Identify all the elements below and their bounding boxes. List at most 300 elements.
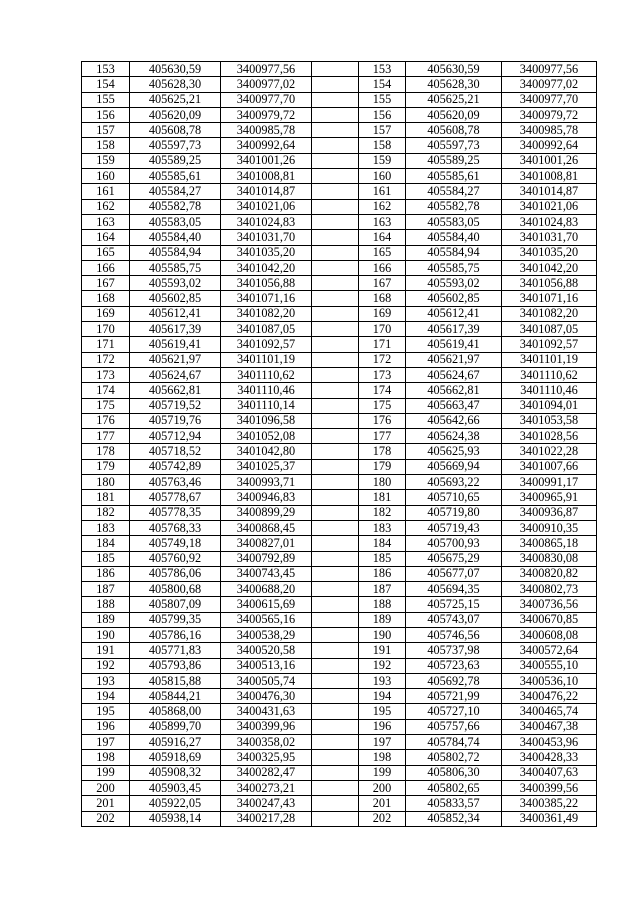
table-row [82, 77, 597, 92]
left-x-coordinate-cell: 405584,27 [130, 184, 221, 199]
left-point-number-cell: 194 [82, 689, 130, 704]
right-y-coordinate-cell: 3400536,10 [502, 673, 597, 688]
left-y-coordinate-cell: 3400282,47 [221, 765, 312, 780]
left-x-coordinate-cell: 405584,40 [130, 230, 221, 245]
left-x-coordinate-cell: 405778,67 [130, 490, 221, 505]
right-point-number-cell: 186 [359, 566, 406, 581]
right-x-coordinate-cell: 405585,61 [406, 169, 502, 184]
right-point-number-cell: 158 [359, 138, 406, 153]
right-y-coordinate-cell: 3400977,02 [502, 77, 597, 92]
left-y-coordinate-cell: 3401082,20 [221, 306, 312, 321]
document-page [81, 61, 596, 827]
right-x-coordinate-cell: 405612,41 [406, 306, 502, 321]
right-y-coordinate-cell: 3400977,56 [502, 62, 597, 77]
left-y-coordinate-cell: 3400792,89 [221, 551, 312, 566]
column-spacer [312, 811, 359, 826]
right-x-coordinate-cell: 405719,43 [406, 520, 502, 535]
left-point-number-cell: 181 [82, 490, 130, 505]
right-point-number-cell: 199 [359, 765, 406, 780]
right-y-coordinate-cell: 3400399,56 [502, 780, 597, 795]
column-spacer [312, 750, 359, 765]
table-row [82, 689, 597, 704]
right-x-coordinate-cell: 405700,93 [406, 536, 502, 551]
right-y-coordinate-cell: 3401024,83 [502, 214, 597, 229]
left-x-coordinate-cell: 405719,52 [130, 398, 221, 413]
left-y-coordinate-cell: 3400743,45 [221, 566, 312, 581]
right-y-coordinate-cell: 3400453,96 [502, 735, 597, 750]
right-y-coordinate-cell: 3401053,58 [502, 413, 597, 428]
left-x-coordinate-cell: 405617,39 [130, 322, 221, 337]
table-row [82, 505, 597, 520]
column-spacer [312, 627, 359, 642]
coordinates-table-body [82, 62, 597, 827]
right-y-coordinate-cell: 3400985,78 [502, 123, 597, 138]
left-y-coordinate-cell: 3401110,46 [221, 383, 312, 398]
table-row [82, 306, 597, 321]
right-x-coordinate-cell: 405628,30 [406, 77, 502, 92]
left-y-coordinate-cell: 3401008,81 [221, 169, 312, 184]
table-row [82, 413, 597, 428]
table-row [82, 780, 597, 795]
right-y-coordinate-cell: 3401035,20 [502, 245, 597, 260]
right-y-coordinate-cell: 3401028,56 [502, 429, 597, 444]
column-spacer [312, 429, 359, 444]
left-x-coordinate-cell: 405903,45 [130, 780, 221, 795]
left-y-coordinate-cell: 3400977,02 [221, 77, 312, 92]
right-y-coordinate-cell: 3400465,74 [502, 704, 597, 719]
left-y-coordinate-cell: 3400247,43 [221, 796, 312, 811]
right-y-coordinate-cell: 3401071,16 [502, 291, 597, 306]
left-y-coordinate-cell: 3401024,83 [221, 214, 312, 229]
column-spacer [312, 780, 359, 795]
column-spacer [312, 383, 359, 398]
right-point-number-cell: 177 [359, 429, 406, 444]
right-x-coordinate-cell: 405677,07 [406, 566, 502, 581]
right-y-coordinate-cell: 3401042,20 [502, 260, 597, 275]
left-x-coordinate-cell: 405619,41 [130, 337, 221, 352]
left-y-coordinate-cell: 3400868,45 [221, 520, 312, 535]
column-spacer [312, 536, 359, 551]
column-spacer [312, 367, 359, 382]
table-row [82, 765, 597, 780]
table-row [82, 520, 597, 535]
right-point-number-cell: 161 [359, 184, 406, 199]
left-y-coordinate-cell: 3401042,80 [221, 444, 312, 459]
right-point-number-cell: 173 [359, 367, 406, 382]
column-spacer [312, 673, 359, 688]
right-point-number-cell: 182 [359, 505, 406, 520]
left-y-coordinate-cell: 3400992,64 [221, 138, 312, 153]
column-spacer [312, 658, 359, 673]
left-x-coordinate-cell: 405624,67 [130, 367, 221, 382]
right-point-number-cell: 198 [359, 750, 406, 765]
table-row [82, 337, 597, 352]
table-row [82, 352, 597, 367]
right-point-number-cell: 181 [359, 490, 406, 505]
right-y-coordinate-cell: 3401008,81 [502, 169, 597, 184]
left-point-number-cell: 197 [82, 735, 130, 750]
right-x-coordinate-cell: 405625,93 [406, 444, 502, 459]
left-x-coordinate-cell: 405899,70 [130, 719, 221, 734]
right-y-coordinate-cell: 3400572,64 [502, 643, 597, 658]
left-point-number-cell: 169 [82, 306, 130, 321]
right-y-coordinate-cell: 3401101,19 [502, 352, 597, 367]
left-y-coordinate-cell: 3401056,88 [221, 276, 312, 291]
right-point-number-cell: 197 [359, 735, 406, 750]
right-y-coordinate-cell: 3400865,18 [502, 536, 597, 551]
right-point-number-cell: 155 [359, 92, 406, 107]
left-x-coordinate-cell: 405771,83 [130, 643, 221, 658]
right-point-number-cell: 195 [359, 704, 406, 719]
left-x-coordinate-cell: 405760,92 [130, 551, 221, 566]
right-y-coordinate-cell: 3401087,05 [502, 322, 597, 337]
right-point-number-cell: 167 [359, 276, 406, 291]
right-point-number-cell: 184 [359, 536, 406, 551]
table-row [82, 735, 597, 750]
right-x-coordinate-cell: 405725,15 [406, 597, 502, 612]
left-y-coordinate-cell: 3400520,58 [221, 643, 312, 658]
left-point-number-cell: 190 [82, 627, 130, 642]
right-y-coordinate-cell: 3400361,49 [502, 811, 597, 826]
table-row [82, 750, 597, 765]
right-y-coordinate-cell: 3400476,22 [502, 689, 597, 704]
left-point-number-cell: 155 [82, 92, 130, 107]
right-y-coordinate-cell: 3401082,20 [502, 306, 597, 321]
right-x-coordinate-cell: 405621,97 [406, 352, 502, 367]
right-y-coordinate-cell: 3400555,10 [502, 658, 597, 673]
left-y-coordinate-cell: 3401021,06 [221, 199, 312, 214]
right-y-coordinate-cell: 3400428,33 [502, 750, 597, 765]
right-point-number-cell: 171 [359, 337, 406, 352]
right-point-number-cell: 156 [359, 107, 406, 122]
table-row [82, 199, 597, 214]
left-x-coordinate-cell: 405712,94 [130, 429, 221, 444]
left-y-coordinate-cell: 3401101,19 [221, 352, 312, 367]
left-point-number-cell: 164 [82, 230, 130, 245]
left-x-coordinate-cell: 405922,05 [130, 796, 221, 811]
column-spacer [312, 199, 359, 214]
right-x-coordinate-cell: 405852,34 [406, 811, 502, 826]
right-point-number-cell: 157 [359, 123, 406, 138]
right-x-coordinate-cell: 405589,25 [406, 153, 502, 168]
column-spacer [312, 92, 359, 107]
right-point-number-cell: 190 [359, 627, 406, 642]
column-spacer [312, 77, 359, 92]
right-y-coordinate-cell: 3401056,88 [502, 276, 597, 291]
table-row [82, 658, 597, 673]
table-row [82, 123, 597, 138]
left-point-number-cell: 162 [82, 199, 130, 214]
left-y-coordinate-cell: 3400565,16 [221, 612, 312, 627]
left-x-coordinate-cell: 405621,97 [130, 352, 221, 367]
table-row [82, 459, 597, 474]
left-x-coordinate-cell: 405630,59 [130, 62, 221, 77]
column-spacer [312, 704, 359, 719]
column-spacer [312, 352, 359, 367]
column-spacer [312, 765, 359, 780]
left-x-coordinate-cell: 405768,33 [130, 520, 221, 535]
left-y-coordinate-cell: 3401110,62 [221, 367, 312, 382]
left-y-coordinate-cell: 3400615,69 [221, 597, 312, 612]
left-x-coordinate-cell: 405597,73 [130, 138, 221, 153]
column-spacer [312, 413, 359, 428]
right-x-coordinate-cell: 405693,22 [406, 475, 502, 490]
column-spacer [312, 291, 359, 306]
right-y-coordinate-cell: 3400670,85 [502, 612, 597, 627]
column-spacer [312, 123, 359, 138]
right-y-coordinate-cell: 3400991,17 [502, 475, 597, 490]
column-spacer [312, 138, 359, 153]
right-y-coordinate-cell: 3401007,66 [502, 459, 597, 474]
table-row [82, 92, 597, 107]
column-spacer [312, 735, 359, 750]
right-point-number-cell: 196 [359, 719, 406, 734]
right-point-number-cell: 185 [359, 551, 406, 566]
right-y-coordinate-cell: 3401014,87 [502, 184, 597, 199]
left-point-number-cell: 158 [82, 138, 130, 153]
right-point-number-cell: 175 [359, 398, 406, 413]
left-y-coordinate-cell: 3401042,20 [221, 260, 312, 275]
column-spacer [312, 245, 359, 260]
left-point-number-cell: 175 [82, 398, 130, 413]
left-point-number-cell: 172 [82, 352, 130, 367]
right-x-coordinate-cell: 405784,74 [406, 735, 502, 750]
left-point-number-cell: 176 [82, 413, 130, 428]
right-x-coordinate-cell: 405584,94 [406, 245, 502, 260]
column-spacer [312, 337, 359, 352]
right-y-coordinate-cell: 3400385,22 [502, 796, 597, 811]
right-x-coordinate-cell: 405669,94 [406, 459, 502, 474]
left-x-coordinate-cell: 405584,94 [130, 245, 221, 260]
left-point-number-cell: 165 [82, 245, 130, 260]
left-point-number-cell: 182 [82, 505, 130, 520]
right-x-coordinate-cell: 405737,98 [406, 643, 502, 658]
right-point-number-cell: 179 [359, 459, 406, 474]
left-x-coordinate-cell: 405786,06 [130, 566, 221, 581]
table-row [82, 627, 597, 642]
right-point-number-cell: 192 [359, 658, 406, 673]
table-row [82, 398, 597, 413]
left-y-coordinate-cell: 3401031,70 [221, 230, 312, 245]
right-y-coordinate-cell: 3401094,01 [502, 398, 597, 413]
column-spacer [312, 643, 359, 658]
right-x-coordinate-cell: 405582,78 [406, 199, 502, 214]
table-row [82, 383, 597, 398]
right-x-coordinate-cell: 405663,47 [406, 398, 502, 413]
left-point-number-cell: 167 [82, 276, 130, 291]
left-point-number-cell: 192 [82, 658, 130, 673]
right-point-number-cell: 189 [359, 612, 406, 627]
column-spacer [312, 230, 359, 245]
left-x-coordinate-cell: 405786,16 [130, 627, 221, 642]
right-x-coordinate-cell: 405608,78 [406, 123, 502, 138]
column-spacer [312, 260, 359, 275]
coordinates-table [81, 61, 597, 827]
right-x-coordinate-cell: 405692,78 [406, 673, 502, 688]
left-y-coordinate-cell: 3400476,30 [221, 689, 312, 704]
right-y-coordinate-cell: 3401110,62 [502, 367, 597, 382]
column-spacer [312, 505, 359, 520]
right-point-number-cell: 160 [359, 169, 406, 184]
right-point-number-cell: 166 [359, 260, 406, 275]
right-point-number-cell: 165 [359, 245, 406, 260]
left-x-coordinate-cell: 405593,02 [130, 276, 221, 291]
right-x-coordinate-cell: 405833,57 [406, 796, 502, 811]
right-point-number-cell: 176 [359, 413, 406, 428]
left-x-coordinate-cell: 405793,86 [130, 658, 221, 673]
right-y-coordinate-cell: 3400936,87 [502, 505, 597, 520]
column-spacer [312, 551, 359, 566]
right-y-coordinate-cell: 3401031,70 [502, 230, 597, 245]
left-y-coordinate-cell: 3401092,57 [221, 337, 312, 352]
table-row [82, 230, 597, 245]
left-y-coordinate-cell: 3401087,05 [221, 322, 312, 337]
right-x-coordinate-cell: 405802,72 [406, 750, 502, 765]
right-point-number-cell: 180 [359, 475, 406, 490]
right-point-number-cell: 153 [359, 62, 406, 77]
right-x-coordinate-cell: 405642,66 [406, 413, 502, 428]
left-point-number-cell: 195 [82, 704, 130, 719]
table-row [82, 536, 597, 551]
left-y-coordinate-cell: 3400985,78 [221, 123, 312, 138]
table-row [82, 582, 597, 597]
left-x-coordinate-cell: 405608,78 [130, 123, 221, 138]
right-point-number-cell: 164 [359, 230, 406, 245]
left-x-coordinate-cell: 405602,85 [130, 291, 221, 306]
right-x-coordinate-cell: 405719,80 [406, 505, 502, 520]
left-x-coordinate-cell: 405908,32 [130, 765, 221, 780]
left-y-coordinate-cell: 3400358,02 [221, 735, 312, 750]
right-x-coordinate-cell: 405710,65 [406, 490, 502, 505]
table-row [82, 796, 597, 811]
column-spacer [312, 459, 359, 474]
left-y-coordinate-cell: 3400979,72 [221, 107, 312, 122]
left-y-coordinate-cell: 3400827,01 [221, 536, 312, 551]
table-row [82, 291, 597, 306]
right-point-number-cell: 183 [359, 520, 406, 535]
left-y-coordinate-cell: 3401110,14 [221, 398, 312, 413]
left-y-coordinate-cell: 3400513,16 [221, 658, 312, 673]
column-spacer [312, 566, 359, 581]
table-row [82, 551, 597, 566]
right-point-number-cell: 187 [359, 582, 406, 597]
right-point-number-cell: 168 [359, 291, 406, 306]
table-row [82, 214, 597, 229]
right-y-coordinate-cell: 3400979,72 [502, 107, 597, 122]
column-spacer [312, 322, 359, 337]
column-spacer [312, 475, 359, 490]
table-row [82, 184, 597, 199]
left-y-coordinate-cell: 3400431,63 [221, 704, 312, 719]
right-x-coordinate-cell: 405743,07 [406, 612, 502, 627]
right-y-coordinate-cell: 3401092,57 [502, 337, 597, 352]
table-row [82, 673, 597, 688]
right-point-number-cell: 162 [359, 199, 406, 214]
column-spacer [312, 398, 359, 413]
right-y-coordinate-cell: 3400992,64 [502, 138, 597, 153]
right-point-number-cell: 201 [359, 796, 406, 811]
left-point-number-cell: 174 [82, 383, 130, 398]
right-x-coordinate-cell: 405694,35 [406, 582, 502, 597]
left-y-coordinate-cell: 3400399,96 [221, 719, 312, 734]
left-y-coordinate-cell: 3401052,08 [221, 429, 312, 444]
column-spacer [312, 169, 359, 184]
table-row [82, 245, 597, 260]
left-point-number-cell: 177 [82, 429, 130, 444]
right-y-coordinate-cell: 3400965,91 [502, 490, 597, 505]
right-point-number-cell: 191 [359, 643, 406, 658]
left-y-coordinate-cell: 3400538,29 [221, 627, 312, 642]
right-y-coordinate-cell: 3400467,38 [502, 719, 597, 734]
column-spacer [312, 689, 359, 704]
left-x-coordinate-cell: 405799,35 [130, 612, 221, 627]
left-x-coordinate-cell: 405585,61 [130, 169, 221, 184]
right-x-coordinate-cell: 405624,67 [406, 367, 502, 382]
left-point-number-cell: 153 [82, 62, 130, 77]
right-x-coordinate-cell: 405619,41 [406, 337, 502, 352]
right-point-number-cell: 154 [359, 77, 406, 92]
right-x-coordinate-cell: 405602,85 [406, 291, 502, 306]
left-point-number-cell: 189 [82, 612, 130, 627]
left-x-coordinate-cell: 405589,25 [130, 153, 221, 168]
table-row [82, 811, 597, 826]
table-row [82, 138, 597, 153]
column-spacer [312, 153, 359, 168]
left-x-coordinate-cell: 405938,14 [130, 811, 221, 826]
right-x-coordinate-cell: 405585,75 [406, 260, 502, 275]
right-point-number-cell: 193 [359, 673, 406, 688]
left-x-coordinate-cell: 405719,76 [130, 413, 221, 428]
left-y-coordinate-cell: 3400325,95 [221, 750, 312, 765]
left-y-coordinate-cell: 3400977,56 [221, 62, 312, 77]
left-point-number-cell: 199 [82, 765, 130, 780]
left-point-number-cell: 160 [82, 169, 130, 184]
left-y-coordinate-cell: 3400505,74 [221, 673, 312, 688]
left-x-coordinate-cell: 405778,35 [130, 505, 221, 520]
column-spacer [312, 612, 359, 627]
right-y-coordinate-cell: 3400830,08 [502, 551, 597, 566]
left-point-number-cell: 198 [82, 750, 130, 765]
left-x-coordinate-cell: 405815,88 [130, 673, 221, 688]
right-y-coordinate-cell: 3400910,35 [502, 520, 597, 535]
left-y-coordinate-cell: 3400688,20 [221, 582, 312, 597]
right-x-coordinate-cell: 405630,59 [406, 62, 502, 77]
column-spacer [312, 597, 359, 612]
right-point-number-cell: 174 [359, 383, 406, 398]
left-point-number-cell: 196 [82, 719, 130, 734]
column-spacer [312, 796, 359, 811]
left-point-number-cell: 187 [82, 582, 130, 597]
left-x-coordinate-cell: 405718,52 [130, 444, 221, 459]
right-x-coordinate-cell: 405584,40 [406, 230, 502, 245]
right-x-coordinate-cell: 405617,39 [406, 322, 502, 337]
left-point-number-cell: 156 [82, 107, 130, 122]
right-y-coordinate-cell: 3400407,63 [502, 765, 597, 780]
left-y-coordinate-cell: 3400273,21 [221, 780, 312, 795]
table-row [82, 169, 597, 184]
right-x-coordinate-cell: 405597,73 [406, 138, 502, 153]
right-point-number-cell: 159 [359, 153, 406, 168]
right-x-coordinate-cell: 405584,27 [406, 184, 502, 199]
left-x-coordinate-cell: 405662,81 [130, 383, 221, 398]
left-point-number-cell: 201 [82, 796, 130, 811]
table-row [82, 260, 597, 275]
left-point-number-cell: 188 [82, 597, 130, 612]
left-y-coordinate-cell: 3401096,58 [221, 413, 312, 428]
right-y-coordinate-cell: 3400608,08 [502, 627, 597, 642]
left-x-coordinate-cell: 405620,09 [130, 107, 221, 122]
left-x-coordinate-cell: 405585,75 [130, 260, 221, 275]
